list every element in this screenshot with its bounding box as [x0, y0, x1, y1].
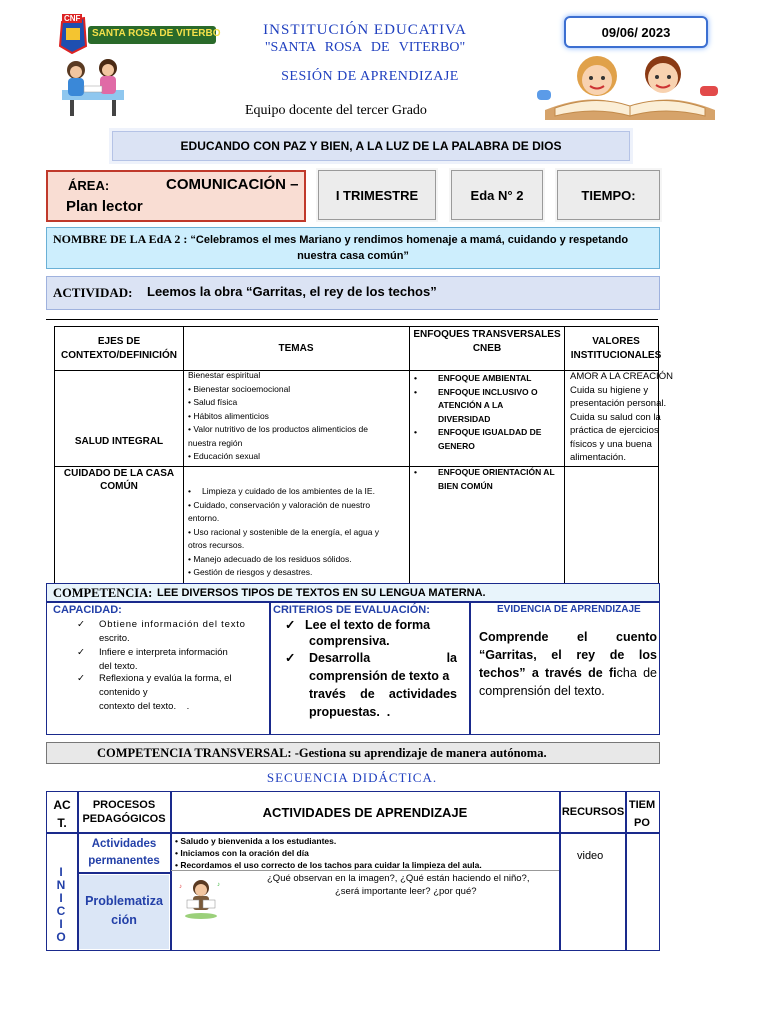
approaches-salud: • ENFOQUE AMBIENTAL • ENFOQUE INCLUSIVO O ATENCIÓN A LA DIVERSIDAD • ENFOQUE IGUALDAD DE GENERO	[414, 372, 562, 453]
topic-item: • Valor nutritivo de los productos alimenticios de	[188, 424, 368, 434]
school-motto: EDUCANDO CON PAZ Y BIEN, A LA LUZ DE LA PALABRA DE DIOS	[112, 131, 630, 161]
transversal-competency	[97, 746, 547, 761]
capacity-header: CAPACIDAD:	[53, 604, 122, 616]
criteria-header: CRITERIOS DE EVALUACIÓN:	[273, 604, 430, 616]
axis-salud-integral: SALUD INTEGRAL	[74, 436, 164, 447]
transversal-competency-bar	[46, 742, 660, 764]
header-time: TIEM PO	[628, 799, 656, 829]
capacity-item: Infiere e interpreta información	[99, 647, 228, 658]
institution-name: INSTITUCIÓN EDUCATIVA	[263, 22, 467, 38]
approach-item: ENFOQUE ORIENTACIÓN AL	[438, 467, 555, 477]
value-item: AMOR A LA CREACIÓN	[570, 371, 673, 382]
topic-item: otros recursos.	[188, 540, 245, 550]
header-values: VALORES INSTITUCIONALES	[570, 336, 662, 361]
sequence-table	[46, 791, 660, 951]
topic-item: • Cuidado, conservación y valoración de nuestro	[188, 499, 371, 510]
teaching-team: Equipo docente del tercer Grado	[245, 103, 427, 118]
unit-title-line2: nuestra casa común”	[297, 250, 409, 262]
unit-label: NOMBRE DE LA EdA 2 :	[53, 232, 188, 246]
topics-salud	[188, 369, 408, 464]
svg-text:♪: ♪	[217, 882, 220, 888]
criteria-item: través de actividades	[309, 687, 457, 701]
activity-label: ACTIVIDAD:	[53, 285, 133, 300]
value-item: alimentación.	[570, 452, 626, 463]
process-permanent: Actividades permanentes	[88, 838, 160, 867]
bullet-text: Recordamos el uso correcto de los tachos para cuidar la limpieza del aula.	[180, 860, 482, 870]
bullet-item: • Iniciamos con la oración del día	[175, 848, 309, 858]
session-title: SESIÓN DE APRENDIZAJE	[281, 69, 459, 84]
bullet-item: • Recordamos el uso correcto de los tachos para cuidar la limpieza del aula.	[175, 860, 482, 870]
approaches-casa: • ENFOQUE ORIENTACIÓN AL BIEN COMÚN	[414, 466, 562, 493]
svg-text:♪: ♪	[179, 884, 182, 890]
topic-item: • Gestión de riesgos y desastres.	[188, 567, 313, 577]
bullet-text: Saludo y bienvenida a los estudiantes.	[180, 836, 337, 846]
value-item: Cuida su higiene y	[570, 384, 649, 396]
topic-item: entorno.	[188, 513, 220, 523]
topic-item: • Manejo adecuado de los residuos sólidos.	[188, 553, 352, 564]
question-line2: ¿será importante leer? ¿por qué?	[335, 886, 477, 897]
phase-inicio: INICIO	[56, 865, 68, 944]
capacity-item: del texto.	[99, 661, 138, 672]
topic-item: • Educación sexual	[188, 451, 260, 461]
competency-label: COMPETENCIA:	[53, 586, 153, 600]
resource-video: video	[577, 850, 604, 862]
axis-casa-comun: CUIDADO DE LA CASA COMÚN	[63, 468, 175, 492]
criteria-item: Lee el texto de forma	[305, 618, 431, 632]
evidence-normal: cha de comprensión del texto.	[479, 666, 657, 698]
bullet-text: Iniciamos con la oración del día	[180, 848, 309, 858]
approach-item: ENFOQUE IGUALDAD DE	[438, 427, 542, 437]
time-box: TIEMPO:	[557, 170, 660, 220]
approach-item: DIVERSIDAD	[438, 413, 491, 424]
criteria-item: Desarrolla la	[309, 651, 457, 665]
topic-item: • Salud física	[188, 397, 238, 407]
process-problematization: Problematización	[85, 894, 163, 927]
area-subvalue: Plan lector	[66, 198, 143, 215]
topic-item: Bienestar espiritual	[188, 370, 261, 380]
evidence-text	[479, 628, 657, 700]
activity-title: Leemos la obra “Garritas, el rey de los techos”	[147, 284, 437, 299]
competency-bar	[46, 583, 660, 603]
value-item: físicos y una buena	[570, 438, 652, 450]
capacity-item: Obtiene información del texto	[99, 619, 246, 630]
criteria-item: propuestas. .	[309, 705, 391, 719]
topic-item: • Uso racional y sostenible de la energía, el agua y	[188, 526, 380, 537]
capacity-item: Reflexiona y evalúa la forma, el	[99, 673, 232, 684]
competency-value: LEE DIVERSOS TIPOS DE TEXTOS EN SU LENGUA MATERNA.	[157, 587, 486, 599]
approach-item: BIEN COMÚN	[438, 480, 493, 491]
question-line1: ¿Qué observan en la imagen?, ¿Qué están haciendo el niño?,	[267, 873, 530, 884]
value-item: presentación personal.	[570, 398, 667, 409]
unit-title-line1: “Celebramos el mes Mariano y rendimos homenaje a mamá, cuidando y respetando	[190, 234, 629, 246]
topic-item: nuestra región	[188, 437, 243, 448]
topic-item: • Bienestar socioemocional	[188, 383, 291, 394]
capacity-item: contexto del texto. .	[99, 701, 190, 712]
value-item: Cuida su salud con la	[570, 411, 661, 423]
evidence-header: EVIDENCIA DE APRENDIZAJE	[497, 604, 641, 615]
header-topics: TEMAS	[278, 343, 314, 354]
sequence-title: SECUENCIA DIDÁCTICA.	[266, 770, 438, 785]
topic-item: • Hábitos alimenticios	[188, 410, 269, 421]
header-activities: ACTIVIDADES DE APRENDIZAJE	[262, 805, 468, 820]
approach-item: ENFOQUE INCLUSIVO O	[438, 386, 538, 397]
capacity-item: contenido y	[99, 687, 148, 698]
value-item: práctica de ejercicios	[570, 425, 659, 436]
header-approaches: ENFOQUES TRANSVERSALES CNEB	[413, 329, 561, 354]
criteria-item: comprensión de texto a	[309, 669, 450, 683]
transversal-value: -Gestiona su aprendizaje de manera autónoma.	[291, 746, 547, 760]
header-act: AC T.	[53, 798, 71, 830]
approach-item: ATENCIÓN A LA	[438, 400, 504, 410]
school-name: "SANTA ROSA DE VITERBO"	[264, 40, 466, 55]
logo-text: SANTA ROSA DE VITERBO	[92, 28, 221, 39]
session-date: 09/06/ 2023	[564, 16, 708, 48]
bullet-item: • Saludo y bienvenida a los estudiantes.	[175, 836, 337, 846]
area-value: COMUNICACIÓN –	[166, 176, 299, 193]
header-resources: RECURSOS	[561, 806, 625, 818]
criteria-item: comprensiva.	[309, 634, 390, 648]
transversal-label: COMPETENCIA TRANSVERSAL:	[97, 746, 292, 760]
values-text	[570, 370, 690, 465]
eda-box: Eda N° 2	[451, 170, 543, 220]
header-processes: PROCESOS PEDAGÓGICOS	[82, 799, 166, 825]
area-label: ÁREA:	[68, 178, 110, 193]
approach-item: ENFOQUE AMBIENTAL	[438, 373, 532, 383]
evidence-bold: Comprende el cuento “Garritas, el rey de los techos” a través de fi	[479, 630, 657, 680]
topic-item: Limpieza y cuidado de los ambientes de la IE.	[202, 486, 375, 496]
capacities-section: CAPACIDAD: CRITERIOS DE EVALUACIÓN: EVIDENCIA DE APRENDIZAJE ✓ Obtiene información del texto escrito. ✓ Infiere e interpreta información del texto. ✓ Reflexiona y evalúa la forma, el contenido y contexto del texto. . ✓ Lee el texto de forma comprensiva. ✓ Desarrolla la comprensión de texto a través de actividades propuestas. . Comprende el cuento “Garritas, el rey de los techos” a través de ficha de comprensión del texto.	[46, 601, 660, 735]
capacity-item: escrito.	[99, 633, 130, 644]
header-axes: EJES DE CONTEXTO/DEFINICIÓN	[61, 336, 177, 361]
logo-badge: CNF	[64, 14, 81, 23]
child-reading-illustration	[177, 878, 225, 920]
trimester-box: I TRIMESTRE	[318, 170, 436, 220]
approach-item: GENERO	[438, 440, 475, 451]
topics-casa: • Limpieza y cuidado de los ambientes de la IE. • Cuidado, conservación y valoración de nuestro entorno. • Uso racional y sostenible de la energía, el agua y otros recursos. • Manejo adecuado de los residuos sólidos. • Gestión de riesgos y desastres.	[188, 485, 408, 580]
